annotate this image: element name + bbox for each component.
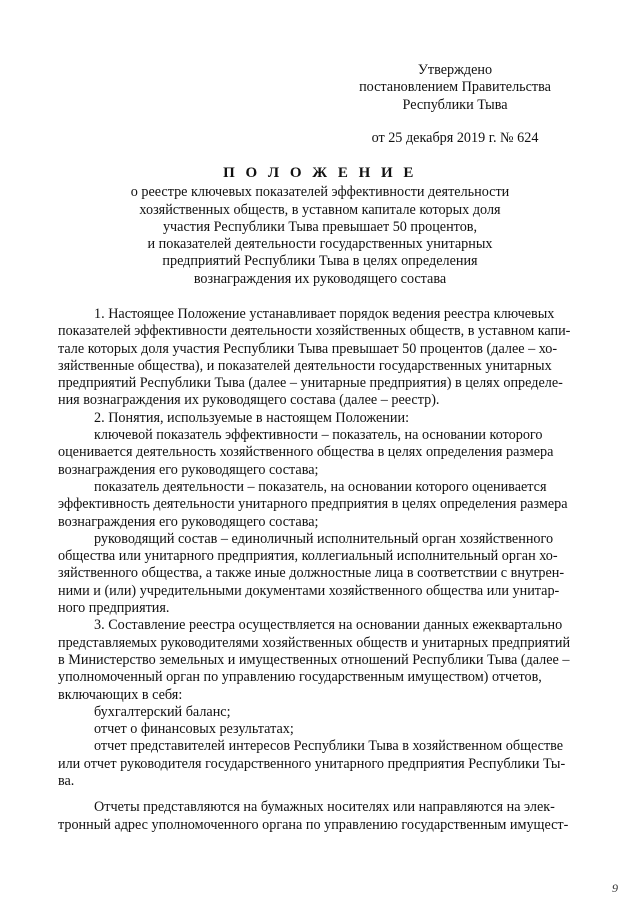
definition-management: руководящий состав – единоличный исполнительный орган хозяйственного общества или унитарного предприятия, коллегиальный исполнительный орган хо- зяйственного общества, а также иные должностные лица в соответствии с внутрен- ними и (или) учредительными документами хозяйственного общества или унитар- ного предприятия. [58, 530, 565, 617]
document-subtitle-line: участия Республики Тыва превышает 50 процентов, [162, 218, 478, 235]
definition-key-indicator: ключевой показатель эффективности – показатель, на основании которого оценивается деятельность хозяйственного общества в целях определения размера вознаграждения его руководящего состава; [58, 427, 554, 478]
approval-line: постановлением Правительства [359, 79, 551, 96]
document-heading [110, 165, 530, 288]
approval-date: от 25 декабря 2019 г. № 624 [371, 129, 539, 146]
document-subtitle-line: хозяйственных обществ, в уставном капитале которых доля [139, 201, 501, 218]
document-title: П О Л О Ж Е Н И Е [223, 165, 417, 181]
list-item-financial-results: отчет о финансовых результатах; [94, 721, 294, 738]
page-mark: 9 [612, 881, 618, 895]
paragraph-2-definitions-intro: 2. Понятия, используемые в настоящем Положении: [94, 409, 410, 426]
definition-performance-indicator: показатель деятельности – показатель, на основании которого оценивается эффективность деятельности унитарного предприятия в целях определения размера вознаграждения его руководящего состава; [58, 478, 568, 530]
approval-line: Утверждено [417, 62, 493, 78]
paragraph-reports-submission: Отчеты представляются на бумажных носителях или направляются на элек- тронный адрес уполномоченного органа по управлению государственным имущест- [58, 799, 569, 833]
document-body [58, 306, 610, 834]
document-subtitle-line: вознаграждения их руководящего состава [193, 270, 447, 287]
paragraph-3-registry-compilation: 3. Составление реестра осуществляется на основании данных ежеквартально представляемых руководителями хозяйственных обществ и унитарных предприятий в Министерство земельных и имущественных отношений Республики Тыва (далее – уполномоченный орган по управлению государственным имуществом) отчетов, включающих в себя: [58, 617, 571, 703]
document-subtitle-line: предприятий Республики Тыва в целях определения [162, 253, 478, 270]
document-subtitle-line: о реестре ключевых показателей эффективности деятельности [130, 184, 510, 201]
list-item-representatives-report: отчет представителей интересов Республики Тыва в хозяйственном обществе или отчет руководителя государственного унитарного предприятия Республики Ты- ва. [58, 738, 566, 790]
document-subtitle-line: и показателей деятельности государственных унитарных [147, 236, 493, 253]
approval-block [300, 62, 610, 147]
approval-line: Республики Тыва [402, 96, 508, 113]
paragraph-1-purpose: 1. Настоящее Положение устанавливает порядок ведения реестра ключевых показателей эффективности деятельности хозяйственных обществ, в уставном капи- тале которых доля участия Республики Тыва превышает 50 процентов (далее – хо- зяйственные общества), и показателей деятельности государственных унитарных предприятий Республики Тыва (далее – унитарные предприятия) в целях определе- ния вознаграждения их руководящего состава (далее – реестр). [58, 306, 571, 409]
list-item-balance-sheet: бухгалтерский баланс; [94, 703, 231, 720]
